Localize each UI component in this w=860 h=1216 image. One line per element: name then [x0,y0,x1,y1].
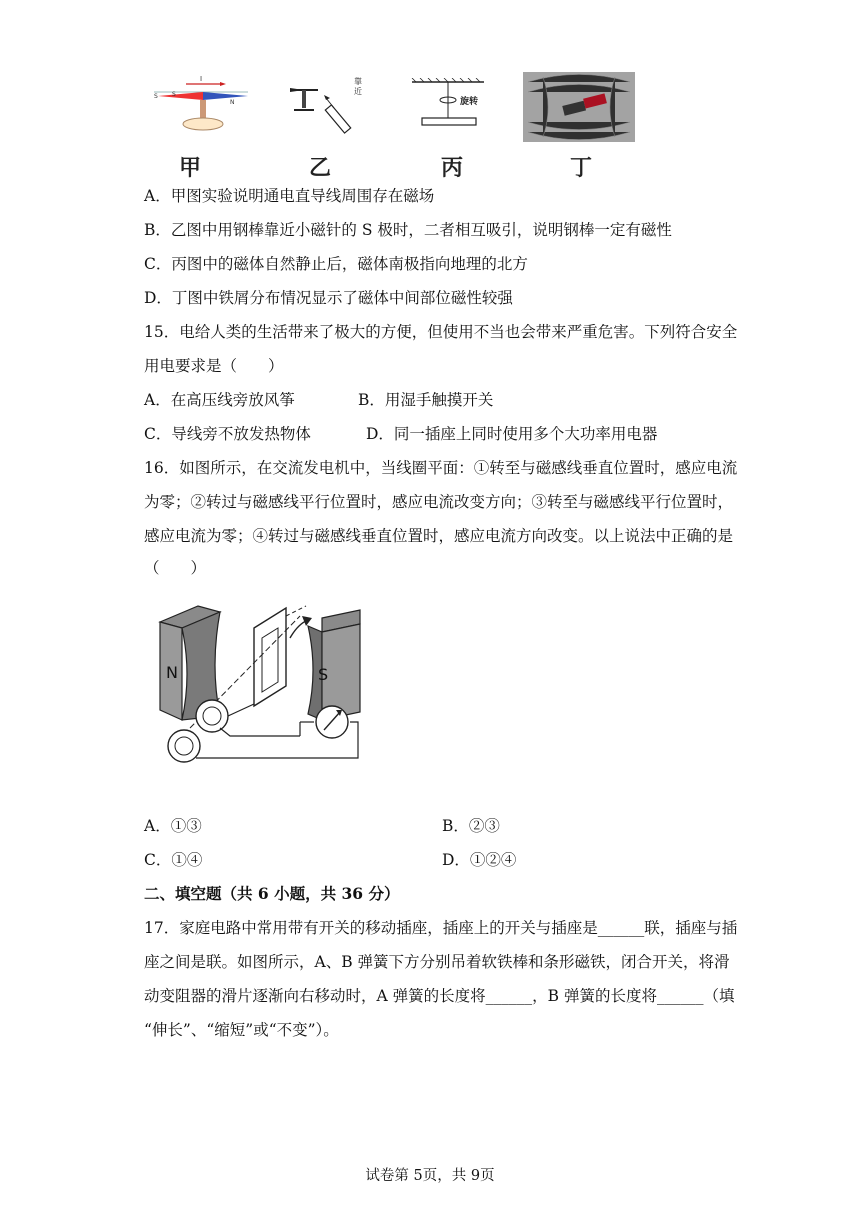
q16-stem-line3: 感应电流为零；④转过与磁感线垂直位置时，感应电流方向改变。以上说法中正确的是 [144,527,734,545]
q16-option-d: D．①②④ [442,851,517,869]
figure-label-ding: 丁 [569,156,592,181]
svg-text:靠: 靠 [354,77,362,86]
q15-stem-line2: 用电要求是（ ） [144,357,284,375]
q15-option-b: B．用湿手触摸开关 [358,391,494,409]
svg-text:近: 近 [354,87,362,96]
q14-option-c: C．丙图中的磁体自然静止后，磁体南极指向地理的北方 [144,255,528,273]
magnet-n-label: N [166,663,178,682]
figure-jia [148,70,258,134]
q16-option-b: B．②③ [442,817,500,835]
figure-yi [282,70,372,134]
q16-stem-line1: 16．如图所示，在交流发电机中，当线圈平面：①转至与磁感线垂直位置时，感应电流 [144,459,738,477]
figure-label-jia: 甲 [178,156,201,181]
q15-option-d: D．同一插座上同时使用多个大功率用电器 [366,425,658,443]
figure-label-yi: 乙 [308,156,331,181]
q17-line3: 动变阻器的滑片逐渐向右移动时，A 弹簧的长度将______，B 弹簧的长度将______（填 [144,987,735,1005]
q15-option-c: C．导线旁不放发热物体 [144,425,311,443]
q16-option-c: C．①④ [144,851,203,869]
q16-option-a: A．①③ [144,817,202,835]
magnet-s-label: S [318,665,329,684]
svg-text:N: N [230,99,235,106]
q16-stem-line4: （ ） [144,559,207,577]
generator-diagram [150,598,366,770]
svg-text:旋转: 旋转 [460,97,479,107]
q15-stem-line1: 15．电给人类的生活带来了极大的方便，但使用不当也会带来严重危害。下列符合安全 [144,323,738,341]
q15-option-a: A．在高压线旁放风筝 [144,391,295,409]
svg-text:S: S [154,93,158,100]
q16-stem-line2: 为零；②转过与磁感线平行位置时，感应电流改变方向；③转至与磁感线平行位置时， [144,493,734,511]
figure-ding [523,72,635,142]
q14-option-b: B．乙图中用钢棒靠近小磁针的 S 极时，二者相互吸引，说明钢棒一定有磁性 [144,221,672,239]
svg-text:I: I [200,75,203,83]
q14-option-d: D．丁图中铁屑分布情况显示了磁体中间部位磁性较强 [144,289,513,307]
figure-label-bing: 丙 [440,156,463,181]
q17-line4: “伸长”、“缩短”或“不变”）。 [144,1021,339,1039]
section-title-fill-blank: 二、填空题（共 6 小题，共 36 分） [144,884,400,903]
q17-line1: 17．家庭电路中常用带有开关的移动插座，插座上的开关与插座是______联，插座与插 [144,919,738,937]
q17-line2: 座之间是联。如图所示，A、B 弹簧下方分别吊着软铁棒和条形磁铁，闭合开关，将滑 [144,953,730,971]
svg-text:S: S [172,91,176,98]
page-footer: 试卷第 5页，共 9页 [365,1168,495,1184]
figure-bing [408,78,508,134]
q14-option-a: A．甲图实验说明通电直导线周围存在磁场 [144,187,435,205]
